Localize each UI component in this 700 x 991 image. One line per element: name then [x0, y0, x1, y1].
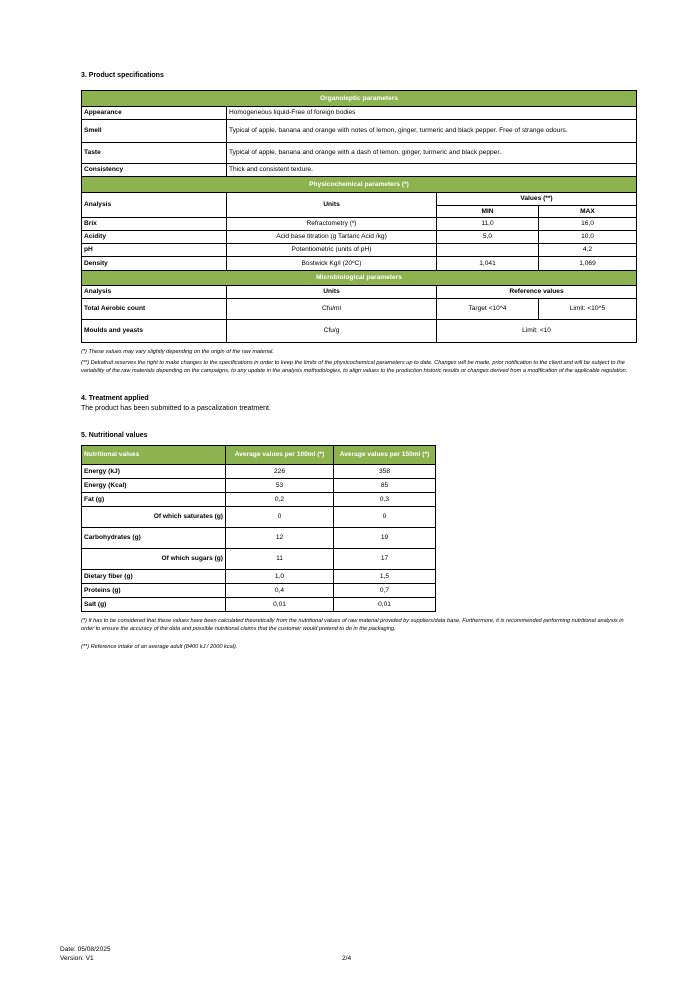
nutrition-label: Fat (g) — [82, 493, 226, 507]
section-4-heading: 4. Treatment applied — [81, 395, 149, 402]
phys-max: 16,0 — [539, 218, 637, 231]
phys-label: Acidity — [82, 231, 227, 244]
nutrition-value-150: 0,7 — [334, 584, 436, 598]
spec-table — [81, 90, 637, 343]
spec-note-2: (**) Dekafruit reserves the right to make changes to the specifications in order to keep the limits of the physicochemical parameters up to date. Changes will be made, prior notification to the client and will be subject to the variability of the raw materials depending on the campaigns, to any update in the analysis methodologies, to align values to the production historic results or changes derived from a modification of the applicable regulation. — [81, 360, 628, 375]
nutrition-value-150: 0,01 — [334, 598, 436, 612]
micro-label: Moulds and yeasts — [82, 320, 227, 343]
nutrition-value-100: 0,01 — [226, 598, 334, 612]
phys-col-min: MIN — [437, 206, 539, 218]
nutrition-label: Dietary fiber (g) — [82, 570, 226, 584]
micro-target: Target <10^4 — [437, 299, 539, 320]
nutrition-row — [82, 507, 436, 528]
treatment-text: The product has been submitted to a pascalization treatment. — [81, 405, 271, 412]
micro-units: Cfu/g — [227, 320, 437, 343]
nutrition-label: Proteins (g) — [82, 584, 226, 598]
section-5-heading: 5. Nutritional values — [81, 432, 148, 439]
nutrition-label: Carbohydrates (g) — [82, 528, 226, 549]
micro-limit: Limit: <10^5 — [539, 299, 637, 320]
nutrition-value-100: 0 — [226, 507, 334, 528]
footer-date: Date: 05/08/2025 — [60, 946, 111, 953]
micro-units: Cfu/ml — [227, 299, 437, 320]
nutrition-value-100: 11 — [226, 549, 334, 570]
nutrition-row — [82, 549, 436, 570]
microbiological-header: Microbiological parameters — [82, 271, 637, 286]
footer-meta — [60, 945, 111, 963]
nutr-col-150: Average values per 150ml (*) — [334, 446, 436, 465]
org-label: Smell — [82, 120, 227, 143]
phys-units: Acid base titration (g Tartaric Acid /kg) — [227, 231, 437, 244]
nutr-col-100: Average values per 100ml (*) — [226, 446, 334, 465]
nutrition-label: Energy (kJ) — [82, 465, 226, 479]
phys-units: Bostwick Kg/l (20ºC) — [227, 257, 437, 271]
nutrition-value-100: 226 — [226, 465, 334, 479]
org-value: Typical of apple, banana and orange with notes of lemon, ginger, turmeric and black pepper. Free of strange odours. — [227, 120, 637, 143]
nutrition-value-100: 12 — [226, 528, 334, 549]
nutrition-row — [82, 465, 436, 479]
phys-min: 5,0 — [437, 231, 539, 244]
phys-units: Refractometry (º) — [227, 218, 437, 231]
nutr-col-label: Nutritional values — [82, 446, 226, 465]
nutrition-row — [82, 598, 436, 612]
nutrition-label: Of which saturates (g) — [82, 507, 226, 528]
phys-col-max: MAX — [539, 206, 637, 218]
phys-max: 10,0 — [539, 231, 637, 244]
nutrition-table — [81, 445, 436, 612]
nutrition-row — [82, 528, 436, 549]
nutrition-note-2: (**) Reference intake of an average adult (8400 kJ / 2000 kcal). — [81, 644, 238, 650]
org-value: Thick and consistent texture. — [227, 164, 637, 177]
org-value: Typical of apple, banana and orange with a dash of lemon, ginger, turmeric and black pepper.. — [227, 143, 637, 164]
phys-min: 1,041 — [437, 257, 539, 271]
nutrition-label: Energy (Kcal) — [82, 479, 226, 493]
micro-limit: Limit: <10 — [437, 320, 637, 343]
nutrition-note-1: (*) It has to be considered that these values have been calculated theoretically from the nutritional values of raw material provided by suppliers/data base. Furthermore, it is recommended performing nutritional analysis in order to ensure the accuracy of the data and possible nutritional claims that the customer would pretend to do in the packaging. — [81, 618, 624, 633]
nutrition-value-100: 1,0 — [226, 570, 334, 584]
phys-max: 4,2 — [539, 244, 637, 257]
micro-col-analysis: Analysis — [82, 286, 227, 299]
nutrition-value-150: 1,5 — [334, 570, 436, 584]
nutrition-value-150: 19 — [334, 528, 436, 549]
phys-label: pH — [82, 244, 227, 257]
phys-col-analysis: Analysis — [82, 193, 227, 218]
phys-label: Brix — [82, 218, 227, 231]
nutrition-value-100: 0,4 — [226, 584, 334, 598]
micro-label: Total Aerobic count — [82, 299, 227, 320]
nutrition-value-150: 358 — [334, 465, 436, 479]
nutrition-value-150: 85 — [334, 479, 436, 493]
nutrition-value-100: 53 — [226, 479, 334, 493]
nutrition-value-150: 0,3 — [334, 493, 436, 507]
phys-min — [437, 244, 539, 257]
phys-col-units: Units — [227, 193, 437, 218]
org-label: Taste — [82, 143, 227, 164]
nutrition-value-100: 0,2 — [226, 493, 334, 507]
section-3-heading: 3. Product specifications — [81, 72, 164, 79]
micro-col-ref: Reference values — [437, 286, 637, 299]
footer-version: Version: V1 — [60, 955, 94, 963]
org-label: Appearance — [82, 107, 227, 120]
phys-min: 11,0 — [437, 218, 539, 231]
micro-col-units: Units — [227, 286, 437, 299]
nutrition-value-150: 0 — [334, 507, 436, 528]
org-label: Consistency — [82, 164, 227, 177]
nutrition-label: Salt (g) — [82, 598, 226, 612]
nutrition-value-150: 17 — [334, 549, 436, 570]
page-number: 2/4 — [342, 955, 352, 962]
phys-col-values: Values (**) — [437, 193, 637, 206]
nutrition-label: Of which sugars (g) — [82, 549, 226, 570]
phys-max: 1,069 — [539, 257, 637, 271]
nutrition-row — [82, 493, 436, 507]
nutrition-row — [82, 479, 436, 493]
spec-note-1: (*) These values may vary slightly depending on the origin of the raw material. — [81, 349, 274, 355]
org-value: Homogeneous liquid-Free of foreign bodies — [227, 107, 637, 120]
nutrition-row — [82, 584, 436, 598]
phys-label: Density — [82, 257, 227, 271]
phys-units: Potentiometric (units of pH) — [227, 244, 437, 257]
organoleptic-header: Organoleptic parameters — [82, 91, 637, 107]
nutrition-row — [82, 570, 436, 584]
physicochemical-header: Physicochemical parameters (*) — [82, 177, 637, 193]
